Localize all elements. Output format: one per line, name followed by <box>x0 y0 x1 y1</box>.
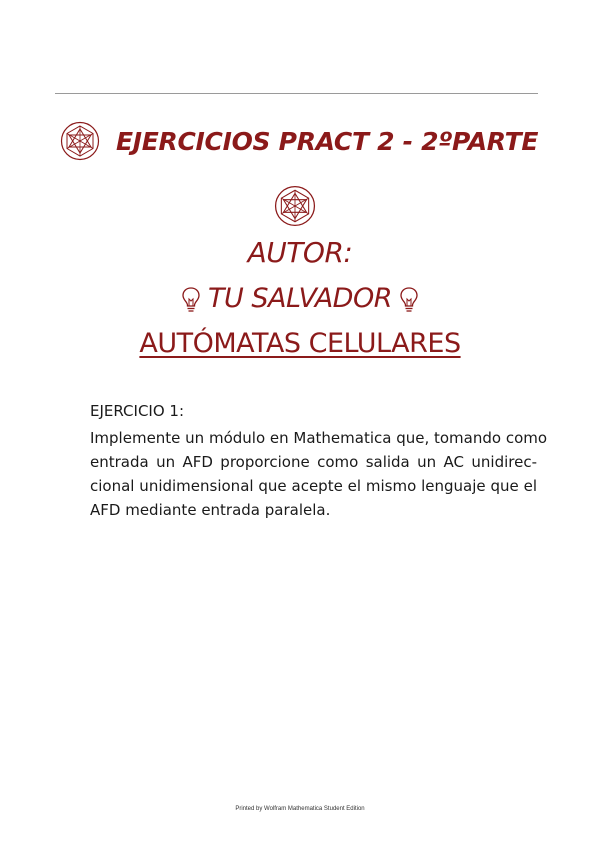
exercise-line: Implemente un módulo en Mathematica que, tomando como <box>90 429 548 447</box>
author-name: TU SALVADOR <box>208 283 392 314</box>
title-row <box>60 118 540 164</box>
author-name-row <box>0 283 600 314</box>
print-footer: Printed by Wolfram Mathematica Student Edition <box>235 806 365 812</box>
exercise-label: EJERCICIO 1: <box>90 402 185 420</box>
exercise-line: entrada un AFD proporcione como salida un AC unidirec- <box>90 453 537 471</box>
lightbulb-icon <box>180 284 202 314</box>
top-divider <box>55 93 538 94</box>
wolfram-spikey-icon <box>274 185 316 227</box>
exercise-line: AFD mediante entrada paralela. <box>90 501 331 519</box>
page-title: EJERCICIOS PRACT 2 - 2ºPARTE <box>116 126 539 156</box>
exercise-line: cional unidimensional que acepte el mismo lenguaje que el <box>90 477 537 495</box>
lightbulb-icon <box>398 284 420 314</box>
wolfram-spikey-icon <box>60 121 100 161</box>
exercise-text <box>90 426 548 522</box>
section-subtitle: AUTÓMATAS CELULARES <box>139 328 461 359</box>
author-label: AUTOR: <box>247 236 353 269</box>
